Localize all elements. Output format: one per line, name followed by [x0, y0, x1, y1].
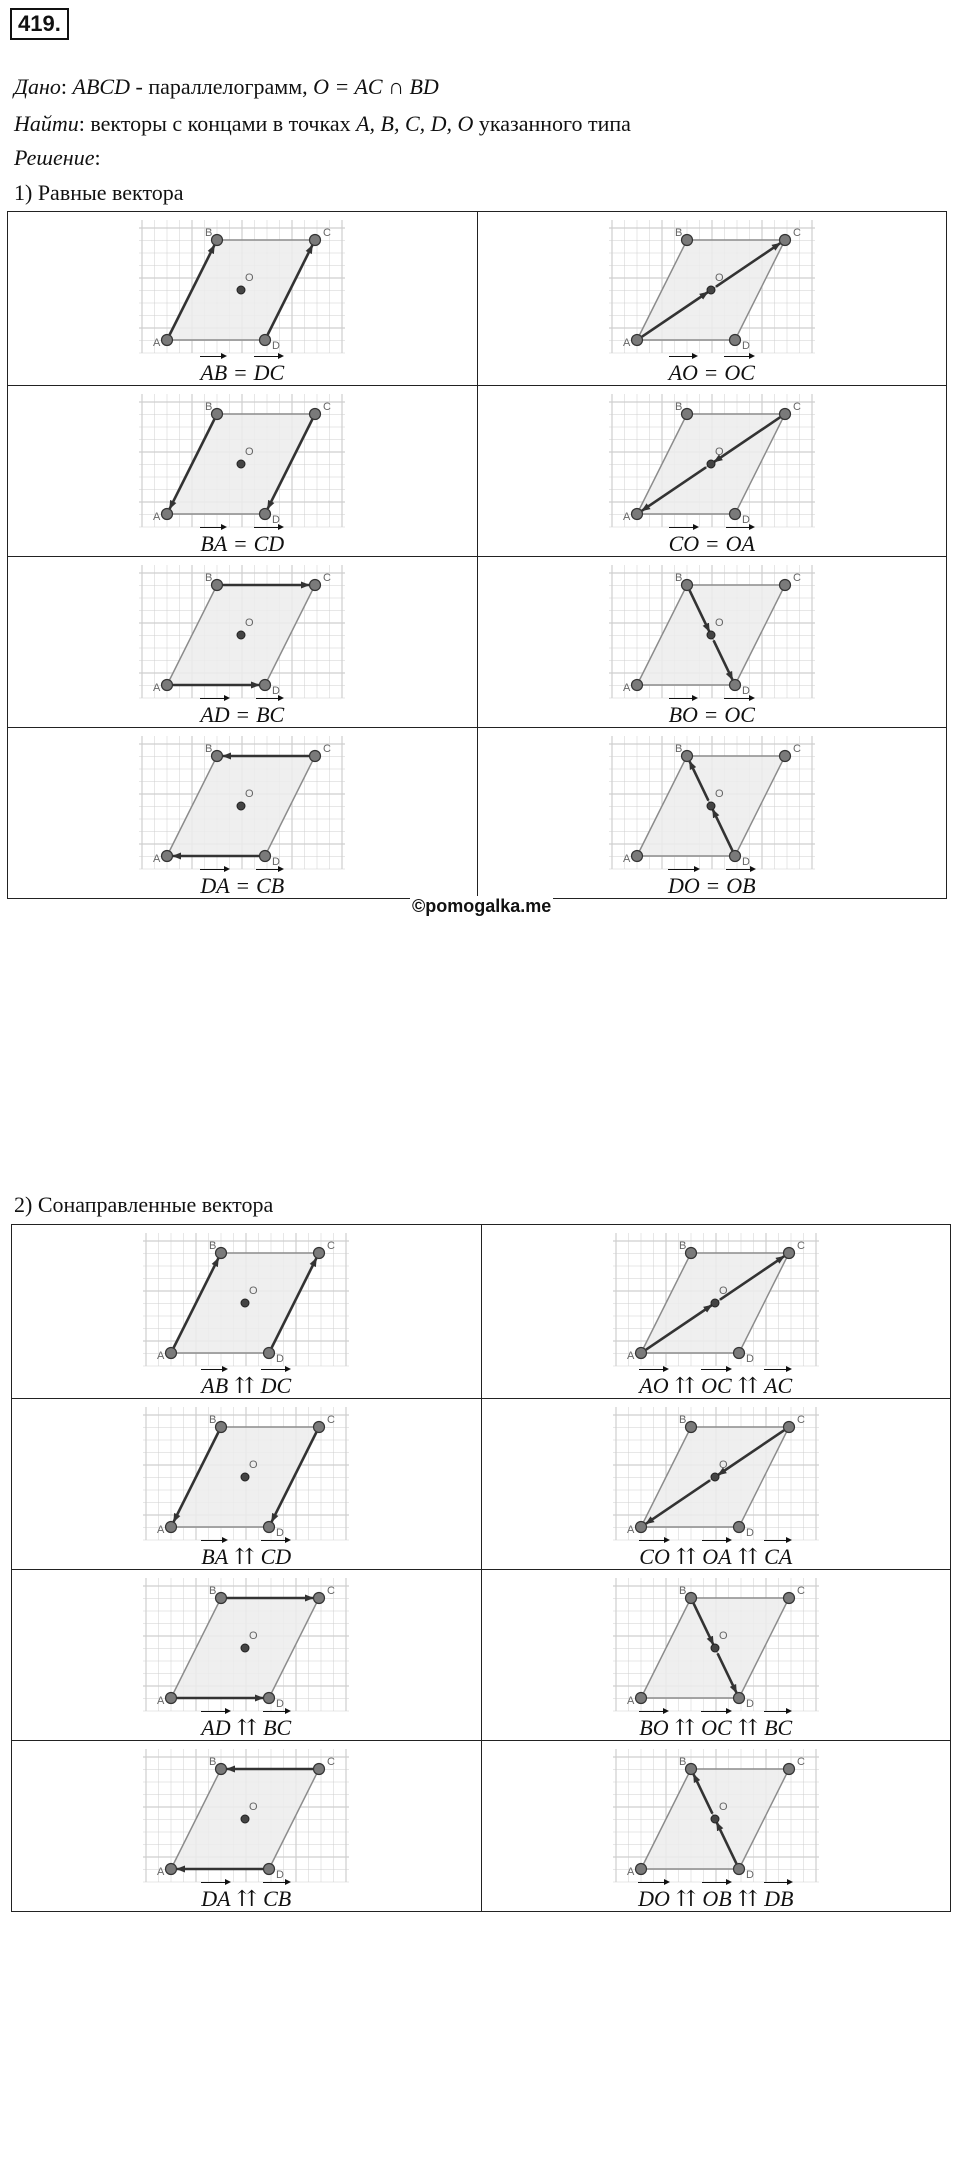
- point-d: [729, 680, 740, 691]
- point-label-d: D: [272, 340, 281, 352]
- point-d: [264, 1348, 275, 1359]
- relation-symbol: ⇈: [738, 1544, 758, 1569]
- point-o: [711, 1815, 719, 1823]
- point-d: [733, 1864, 744, 1875]
- vector-equation-caption: [12, 1879, 481, 1912]
- point-label-o: O: [714, 788, 724, 800]
- point-c: [783, 1248, 794, 1259]
- vector-symbol: CA: [764, 1537, 792, 1570]
- point-label-b: B: [209, 1414, 217, 1426]
- point-label-o: O: [249, 1459, 258, 1471]
- vector-symbol: DA: [200, 866, 229, 899]
- point-c: [314, 1248, 325, 1259]
- relation-symbol: ⇈: [235, 1544, 254, 1569]
- point-d: [733, 1693, 744, 1704]
- parallelogram-figure: [607, 392, 817, 532]
- point-label-c: C: [792, 743, 801, 755]
- vector-symbol: BC: [263, 1708, 291, 1741]
- equal-vectors-table: [7, 211, 947, 899]
- point-c: [779, 751, 790, 762]
- find-text-2: указанного типа: [473, 111, 631, 136]
- point-c: [779, 580, 790, 591]
- vector-equation-caption: [478, 524, 947, 557]
- point-label-a: A: [626, 1695, 635, 1707]
- point-label-c: C: [327, 1240, 336, 1252]
- point-c: [779, 409, 790, 420]
- figure-cell: [477, 728, 947, 899]
- point-label-b: B: [674, 572, 683, 584]
- vector-symbol: OC: [724, 695, 755, 728]
- point-c: [310, 235, 321, 246]
- point-label-b: B: [674, 743, 683, 755]
- vector-symbol: BO: [639, 1708, 668, 1741]
- point-b: [212, 409, 223, 420]
- parallelogram-figure: [611, 1747, 821, 1887]
- vector-symbol: OA: [726, 524, 755, 557]
- relation-symbol: ⇈: [235, 1373, 254, 1398]
- section-1-title: 1) Равные вектора: [14, 180, 184, 205]
- point-label-a: A: [153, 337, 161, 349]
- point-b: [212, 235, 223, 246]
- point-label-b: B: [205, 401, 213, 413]
- vector-equation-caption: [478, 866, 947, 899]
- vector-equation-caption: [482, 1879, 951, 1912]
- point-b: [216, 1422, 227, 1433]
- point-label-a: A: [622, 853, 631, 865]
- point-label-c: C: [792, 572, 801, 584]
- point-a: [162, 335, 173, 346]
- point-a: [635, 1348, 646, 1359]
- point-label-d: D: [276, 1698, 285, 1710]
- point-label-a: A: [157, 1350, 165, 1362]
- point-b: [212, 751, 223, 762]
- relation-symbol: =: [706, 531, 719, 556]
- point-label-c: C: [323, 227, 332, 239]
- relation-symbol: ⇈: [675, 1373, 695, 1398]
- point-o: [241, 1299, 249, 1307]
- point-label-d: D: [741, 514, 750, 526]
- point-label-a: A: [153, 682, 161, 694]
- figure-cell: [481, 1741, 951, 1912]
- relation-symbol: ⇈: [738, 1373, 758, 1398]
- given-text-1: :: [60, 74, 73, 99]
- point-label-o: O: [249, 1801, 258, 1813]
- point-label-c: C: [796, 1240, 805, 1252]
- point-label-a: A: [153, 853, 161, 865]
- point-label-c: C: [323, 743, 332, 755]
- relation-symbol: =: [706, 873, 720, 898]
- point-d: [729, 335, 740, 346]
- relation-symbol: ⇈: [738, 1715, 758, 1740]
- point-label-o: O: [245, 446, 254, 458]
- vector-symbol: DC: [254, 353, 285, 386]
- point-label-b: B: [674, 401, 683, 413]
- section-2-title: 2) Сонаправленные вектора: [14, 1192, 274, 1217]
- point-label-a: A: [157, 1524, 165, 1536]
- figure-cell: [481, 1570, 951, 1741]
- vector-symbol: CD: [254, 524, 285, 557]
- point-b: [212, 580, 223, 591]
- point-b: [216, 1248, 227, 1259]
- vector-symbol: CB: [256, 866, 284, 899]
- point-label-c: C: [323, 401, 332, 413]
- point-label-c: C: [796, 1585, 805, 1597]
- point-o: [237, 631, 245, 639]
- point-b: [681, 580, 692, 591]
- relation-symbol: ⇈: [676, 1544, 696, 1569]
- vector-equation-caption: [8, 353, 477, 386]
- point-label-o: O: [714, 272, 724, 284]
- vector-symbol: CD: [261, 1537, 292, 1570]
- given-line: [14, 74, 439, 100]
- point-label-o: O: [714, 617, 724, 629]
- point-b: [685, 1422, 696, 1433]
- vector-symbol: OC: [701, 1708, 732, 1741]
- point-label-d: D: [272, 514, 281, 526]
- vector-symbol: AO: [639, 1366, 668, 1399]
- figure-row: [8, 728, 947, 899]
- point-label-c: C: [792, 401, 801, 413]
- point-a: [166, 1522, 177, 1533]
- find-label: Найти: [14, 111, 79, 136]
- point-b: [685, 1248, 696, 1259]
- point-label-c: C: [796, 1414, 805, 1426]
- point-label-c: C: [792, 227, 801, 239]
- point-o: [707, 802, 715, 810]
- figure-cell: [12, 1741, 482, 1912]
- point-label-b: B: [209, 1585, 217, 1597]
- point-label-o: O: [245, 617, 254, 629]
- point-d: [260, 851, 271, 862]
- point-a: [635, 1693, 646, 1704]
- point-label-b: B: [205, 227, 213, 239]
- point-o: [711, 1644, 719, 1652]
- point-label-o: O: [714, 446, 724, 458]
- point-b: [216, 1764, 227, 1775]
- point-d: [733, 1348, 744, 1359]
- relation-symbol: ⇈: [676, 1886, 696, 1911]
- point-c: [310, 409, 321, 420]
- vector-symbol: CO: [669, 524, 700, 557]
- vector-symbol: BC: [764, 1708, 792, 1741]
- point-a: [166, 1693, 177, 1704]
- vector-symbol: OC: [724, 353, 755, 386]
- point-a: [631, 335, 642, 346]
- point-d: [729, 851, 740, 862]
- vector-equation-caption: [8, 524, 477, 557]
- point-label-a: A: [622, 337, 631, 349]
- parallelogram-figure: [141, 1747, 351, 1887]
- figure-row: [12, 1741, 951, 1912]
- figure-cell: [481, 1399, 951, 1570]
- vector-symbol: DO: [668, 866, 700, 899]
- parallelogram-figure: [607, 218, 817, 358]
- figure-cell: [12, 1399, 482, 1570]
- find-line: [14, 111, 631, 137]
- given-label: Дано: [14, 74, 61, 99]
- point-label-b: B: [678, 1414, 687, 1426]
- point-d: [264, 1864, 275, 1875]
- point-label-o: O: [249, 1285, 258, 1297]
- point-label-d: D: [276, 1869, 285, 1881]
- vector-symbol: AC: [764, 1366, 792, 1399]
- point-a: [162, 680, 173, 691]
- point-label-a: A: [622, 511, 631, 523]
- figure-cell: [8, 386, 478, 557]
- vector-symbol: BC: [256, 695, 284, 728]
- vector-symbol: AB: [200, 353, 227, 386]
- find-text-1: : векторы с концами в точках: [78, 111, 357, 136]
- point-c: [314, 1764, 325, 1775]
- point-label-b: B: [209, 1756, 217, 1768]
- point-o: [237, 286, 245, 294]
- codirected-vectors-table: [11, 1224, 951, 1912]
- point-a: [162, 851, 173, 862]
- vector-symbol: DC: [261, 1366, 292, 1399]
- point-b: [685, 1764, 696, 1775]
- point-label-d: D: [276, 1527, 285, 1539]
- vector-equation-caption: [482, 1366, 951, 1399]
- point-a: [635, 1864, 646, 1875]
- vector-symbol: DA: [201, 1879, 230, 1912]
- point-label-b: B: [678, 1585, 687, 1597]
- point-o: [237, 802, 245, 810]
- point-o: [707, 286, 715, 294]
- vector-symbol: OB: [726, 866, 755, 899]
- vector-equation-caption: [478, 695, 947, 728]
- point-label-o: O: [249, 1630, 258, 1642]
- point-d: [260, 509, 271, 520]
- point-o: [711, 1473, 719, 1481]
- point-d: [260, 335, 271, 346]
- point-label-b: B: [678, 1756, 687, 1768]
- point-label-c: C: [323, 572, 332, 584]
- relation-symbol: ⇈: [675, 1715, 695, 1740]
- vector-equation-caption: [12, 1366, 481, 1399]
- point-label-d: D: [276, 1353, 285, 1365]
- point-label-a: A: [153, 511, 161, 523]
- parallelogram-figure: [141, 1576, 351, 1716]
- vector-equation-caption: [482, 1708, 951, 1741]
- parallelogram-figure: [607, 563, 817, 703]
- point-label-d: D: [745, 1698, 754, 1710]
- point-label-o: O: [245, 272, 254, 284]
- point-label-d: D: [272, 856, 281, 868]
- figure-cell: [12, 1225, 482, 1399]
- vector-symbol: AO: [669, 353, 698, 386]
- parallelogram-figure: [141, 1231, 351, 1371]
- figure-cell: [477, 212, 947, 386]
- point-label-d: D: [741, 856, 750, 868]
- point-a: [631, 680, 642, 691]
- point-b: [216, 1593, 227, 1604]
- point-label-b: B: [678, 1240, 687, 1252]
- vector-equation-caption: [8, 866, 477, 899]
- vector-symbol: BA: [200, 524, 227, 557]
- problem-number: 419.: [10, 8, 69, 40]
- relation-symbol: ⇈: [237, 1886, 257, 1911]
- point-label-b: B: [205, 572, 213, 584]
- relation-symbol: ⇈: [738, 1886, 758, 1911]
- point-c: [314, 1422, 325, 1433]
- solution-text: :: [94, 145, 101, 170]
- point-label-d: D: [745, 1353, 754, 1365]
- point-d: [264, 1693, 275, 1704]
- vector-symbol: OA: [702, 1537, 731, 1570]
- point-d: [264, 1522, 275, 1533]
- vector-symbol: DO: [638, 1879, 670, 1912]
- figure-cell: [8, 557, 478, 728]
- vector-symbol: OB: [702, 1879, 731, 1912]
- vector-equation-caption: [12, 1708, 481, 1741]
- figure-cell: [8, 728, 478, 899]
- relation-symbol: =: [236, 873, 250, 898]
- relation-symbol: ⇈: [237, 1715, 257, 1740]
- vector-symbol: BA: [201, 1537, 228, 1570]
- point-c: [779, 235, 790, 246]
- point-label-d: D: [741, 685, 750, 697]
- point-label-o: O: [245, 788, 254, 800]
- point-label-a: A: [622, 682, 631, 694]
- point-label-d: D: [272, 685, 281, 697]
- figure-cell: [12, 1570, 482, 1741]
- point-o: [711, 1299, 719, 1307]
- vector-equation-caption: [482, 1537, 951, 1570]
- point-a: [162, 509, 173, 520]
- point-a: [166, 1864, 177, 1875]
- figure-cell: [477, 557, 947, 728]
- point-a: [631, 851, 642, 862]
- point-c: [783, 1593, 794, 1604]
- point-o: [241, 1815, 249, 1823]
- point-label-b: B: [205, 743, 213, 755]
- point-label-d: D: [745, 1527, 754, 1539]
- vector-equation-caption: [12, 1537, 481, 1570]
- parallelogram-figure: [607, 734, 817, 874]
- vector-symbol: OC: [701, 1366, 732, 1399]
- point-d: [733, 1522, 744, 1533]
- point-label-a: A: [626, 1350, 635, 1362]
- point-d: [260, 680, 271, 691]
- relation-symbol: =: [704, 702, 718, 727]
- find-math-1: A, B, C, D, O: [356, 111, 474, 136]
- parallelogram-figure: [137, 563, 347, 703]
- point-label-c: C: [796, 1756, 805, 1768]
- figure-cell: [481, 1225, 951, 1399]
- point-b: [681, 409, 692, 420]
- point-c: [310, 580, 321, 591]
- point-label-d: D: [745, 1869, 754, 1881]
- vector-symbol: AD: [200, 695, 229, 728]
- watermark: ©pomogalka.me: [412, 896, 552, 916]
- solution-line: [14, 145, 101, 171]
- figure-row: [8, 557, 947, 728]
- point-label-o: O: [718, 1630, 728, 1642]
- point-c: [314, 1593, 325, 1604]
- vector-symbol: CO: [639, 1537, 670, 1570]
- figure-row: [12, 1399, 951, 1570]
- given-math-2: O = AC ∩ BD: [313, 74, 439, 99]
- point-label-o: O: [718, 1285, 728, 1297]
- vector-symbol: CB: [263, 1879, 291, 1912]
- point-a: [635, 1522, 646, 1533]
- parallelogram-figure: [611, 1231, 821, 1371]
- parallelogram-figure: [137, 734, 347, 874]
- point-c: [783, 1422, 794, 1433]
- point-a: [166, 1348, 177, 1359]
- point-d: [729, 509, 740, 520]
- parallelogram-figure: [137, 392, 347, 532]
- figure-row: [12, 1225, 951, 1399]
- point-label-b: B: [209, 1240, 217, 1252]
- point-o: [707, 631, 715, 639]
- parallelogram-figure: [611, 1576, 821, 1716]
- point-label-c: C: [327, 1756, 336, 1768]
- point-b: [685, 1593, 696, 1604]
- point-label-a: A: [157, 1695, 165, 1707]
- figure-row: [8, 386, 947, 557]
- point-label-c: C: [327, 1585, 336, 1597]
- point-o: [241, 1644, 249, 1652]
- vector-symbol: DB: [764, 1879, 793, 1912]
- vector-symbol: BO: [669, 695, 698, 728]
- point-label-o: O: [718, 1459, 728, 1471]
- point-b: [681, 751, 692, 762]
- point-label-c: C: [327, 1414, 336, 1426]
- given-text-2: - параллелограмм,: [130, 74, 314, 99]
- point-a: [631, 509, 642, 520]
- figure-row: [12, 1570, 951, 1741]
- point-label-d: D: [741, 340, 750, 352]
- parallelogram-figure: [137, 218, 347, 358]
- point-label-b: B: [674, 227, 683, 239]
- figure-cell: [477, 386, 947, 557]
- point-b: [681, 235, 692, 246]
- solution-label: Решение: [14, 145, 95, 170]
- point-label-a: A: [157, 1866, 165, 1878]
- point-o: [241, 1473, 249, 1481]
- vector-symbol: AB: [201, 1366, 228, 1399]
- vector-equation-caption: [478, 353, 947, 386]
- vector-symbol: AD: [201, 1708, 230, 1741]
- figure-row: [8, 212, 947, 386]
- figure-cell: [8, 212, 478, 386]
- parallelogram-figure: [611, 1405, 821, 1545]
- relation-symbol: =: [234, 531, 247, 556]
- parallelogram-figure: [141, 1405, 351, 1545]
- point-c: [783, 1764, 794, 1775]
- point-c: [310, 751, 321, 762]
- point-label-a: A: [626, 1524, 635, 1536]
- point-o: [707, 460, 715, 468]
- relation-symbol: =: [704, 360, 718, 385]
- given-math-1: ABCD: [72, 74, 130, 99]
- relation-symbol: =: [234, 360, 247, 385]
- vector-equation-caption: [8, 695, 477, 728]
- point-label-a: A: [626, 1866, 635, 1878]
- point-o: [237, 460, 245, 468]
- point-label-o: O: [718, 1801, 728, 1813]
- relation-symbol: =: [236, 702, 250, 727]
